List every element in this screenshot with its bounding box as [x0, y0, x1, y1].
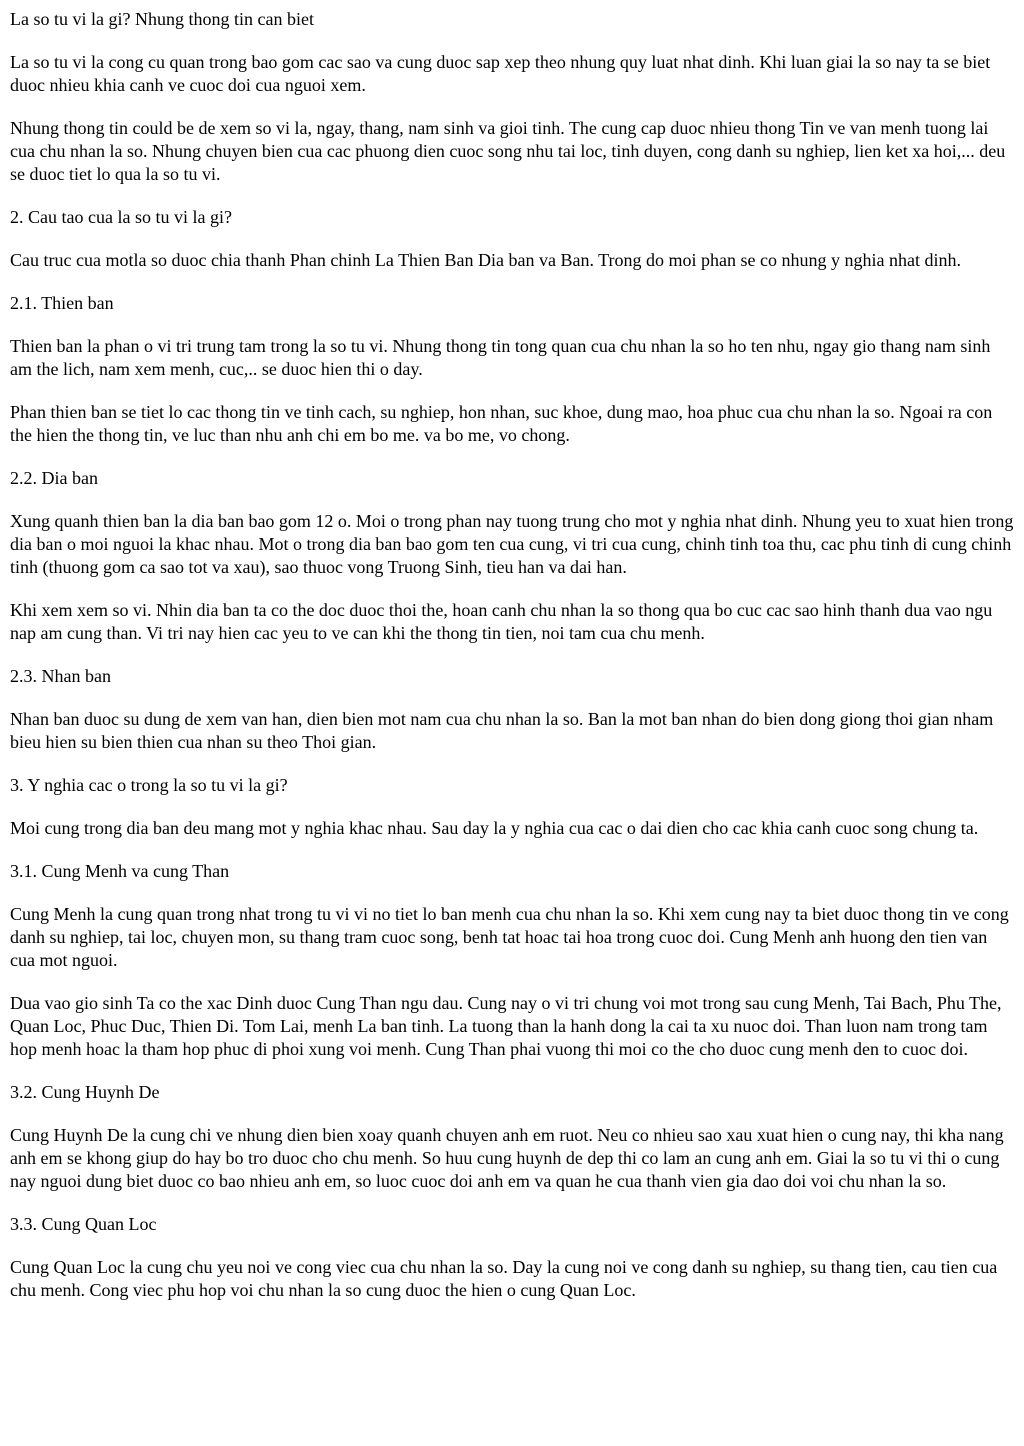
- heading-section-3-2: 3.2. Cung Huynh De: [10, 1082, 160, 1102]
- paragraph-info: Nhung thong tin could be de xem so vi la, ngay, thang, nam sinh va gioi tinh. The cung cap duoc nhieu thong Tin ve van menh tuong lai cua chu nhan la so. Nhung chuyen bien cua cac phuong dien cuoc song nhu tai loc, tinh duyen, cong danh su nghiep, lien ket xa hoi,... deu se duoc tiet lo qua la so tu vi.: [10, 118, 1006, 184]
- heading-section-3-3: 3.3. Cung Quan Loc: [10, 1214, 157, 1234]
- paragraph-structure: Cau truc cua motla so duoc chia thanh Phan chinh La Thien Ban Dia ban va Ban. Trong do moi phan se co nhung y nghia nhat dinh.: [10, 250, 961, 270]
- paragraph-quan-loc: Cung Quan Loc la cung chu yeu noi ve cong viec cua chu nhan la so. Day la cung noi ve cong danh su nghiep, su thang tien, cau tien cua chu menh. Cong viec phu hop voi chu nhan la so cung duoc the hien o cung Quan Loc.: [10, 1257, 998, 1300]
- paragraph-thien-ban-2: Phan thien ban se tiet lo cac thong tin ve tinh cach, su nghiep, hon nhan, suc khoe, dung mao, hoa phuc cua chu nhan la so. Ngoai ra con the hien the thong tin, ve luc than nhu anh chi em bo me. va bo me, vo chong.: [10, 402, 993, 445]
- heading-section-2-1: 2.1. Thien ban: [10, 293, 114, 313]
- document-title: La so tu vi la gi? Nhung thong tin can biet: [10, 9, 314, 29]
- paragraph-cung-menh-2: Dua vao gio sinh Ta co the xac Dinh duoc Cung Than ngu dau. Cung nay o vi tri chung voi mot trong sau cung Menh, Tai Bach, Phu The, Quan Loc, Phuc Duc, Thien Di. Tom Lai, menh La ban tinh. La tuong than la hanh dong la cai ta xu nuoc doi. Than luon nam trong tam hop menh hoac la tham hop phuc di phoi xung voi menh. Cung Than phai vuong thi moi co the cho duoc cung menh den to cuoc doi.: [10, 993, 1002, 1059]
- paragraph-thien-ban-1: Thien ban la phan o vi tri trung tam trong la so tu vi. Nhung thong tin tong quan cua chu nhan la so ho ten nhu, ngay gio thang nam sinh am the lich, nam xem menh, cuc,.. se duoc hien thi o day.: [10, 336, 991, 379]
- paragraph-nhan-ban: Nhan ban duoc su dung de xem van han, dien bien mot nam cua chu nhan la so. Ban la mot ban nhan do bien dong giong thoi gian nham bieu hien su bien thien cua nhan su theo Thoi gian.: [10, 709, 994, 752]
- paragraph-dia-ban-1: Xung quanh thien ban la dia ban bao gom 12 o. Moi o trong phan nay tuong trung cho mot y nghia nhat dinh. Nhung yeu to xuat hien trong dia ban o moi nguoi la khac nhau. Mot o trong dia ban bao gom ten cua cung, vi tri cua cung, chinh tinh toa thu, cac phu tinh di cung chinh tinh (thuong gom ca sao tot va xau), sao thuoc vong Truong Sinh, tieu han va dai han.: [10, 511, 1014, 577]
- paragraph-dia-ban-2: Khi xem xem so vi. Nhin dia ban ta co the doc duoc thoi the, hoan canh chu nhan la so thong qua bo cuc cac sao hinh thanh dua vao ngu nap am cung than. Vi tri nay hien cac yeu to ve can khi the thong tin tien, noi tam cua chu menh.: [10, 600, 993, 643]
- heading-section-2-3: 2.3. Nhan ban: [10, 666, 111, 686]
- paragraph-y-nghia: Moi cung trong dia ban deu mang mot y nghia khac nhau. Sau day la y nghia cua cac o dai dien cho cac khia canh cuoc song chung ta.: [10, 818, 979, 838]
- paragraph-intro: La so tu vi la cong cu quan trong bao gom cac sao va cung duoc sap xep theo nhung quy luat nhat dinh. Khi luan giai la so nay ta se biet duoc nhieu khia canh ve cuoc doi cua nguoi xem.: [10, 52, 991, 95]
- heading-section-3: 3. Y nghia cac o trong la so tu vi la gi?: [10, 775, 288, 795]
- paragraph-huynh-de: Cung Huynh De la cung chi ve nhung dien bien xoay quanh chuyen anh em ruot. Neu co nhieu sao xau xuat hien o cung nay, thi kha nang anh em se khong giup do hay bo tro duoc cho chu menh. So huu cung huynh de dep thi co lam an cung anh em. Giai la so tu vi thi o cung nay nguoi dung biet duoc co bao nhieu anh em, so luoc cuoc doi anh em va quan he cua thanh vien gia dao doi voi chu nhan la so.: [10, 1125, 1004, 1191]
- paragraph-cung-menh-1: Cung Menh la cung quan trong nhat trong tu vi vi no tiet lo ban menh cua chu nhan la so. Khi xem cung nay ta biet duoc thong tin ve cong danh su nghiep, tai loc, chuyen mon, su thang tram cuoc song, benh tat hoac tai hoa trong cuoc doi. Cung Menh anh huong den tien van cua mot nguoi.: [10, 904, 1009, 970]
- heading-section-3-1: 3.1. Cung Menh va cung Than: [10, 861, 230, 881]
- heading-section-2-2: 2.2. Dia ban: [10, 468, 98, 488]
- heading-section-2: 2. Cau tao cua la so tu vi la gi?: [10, 207, 232, 227]
